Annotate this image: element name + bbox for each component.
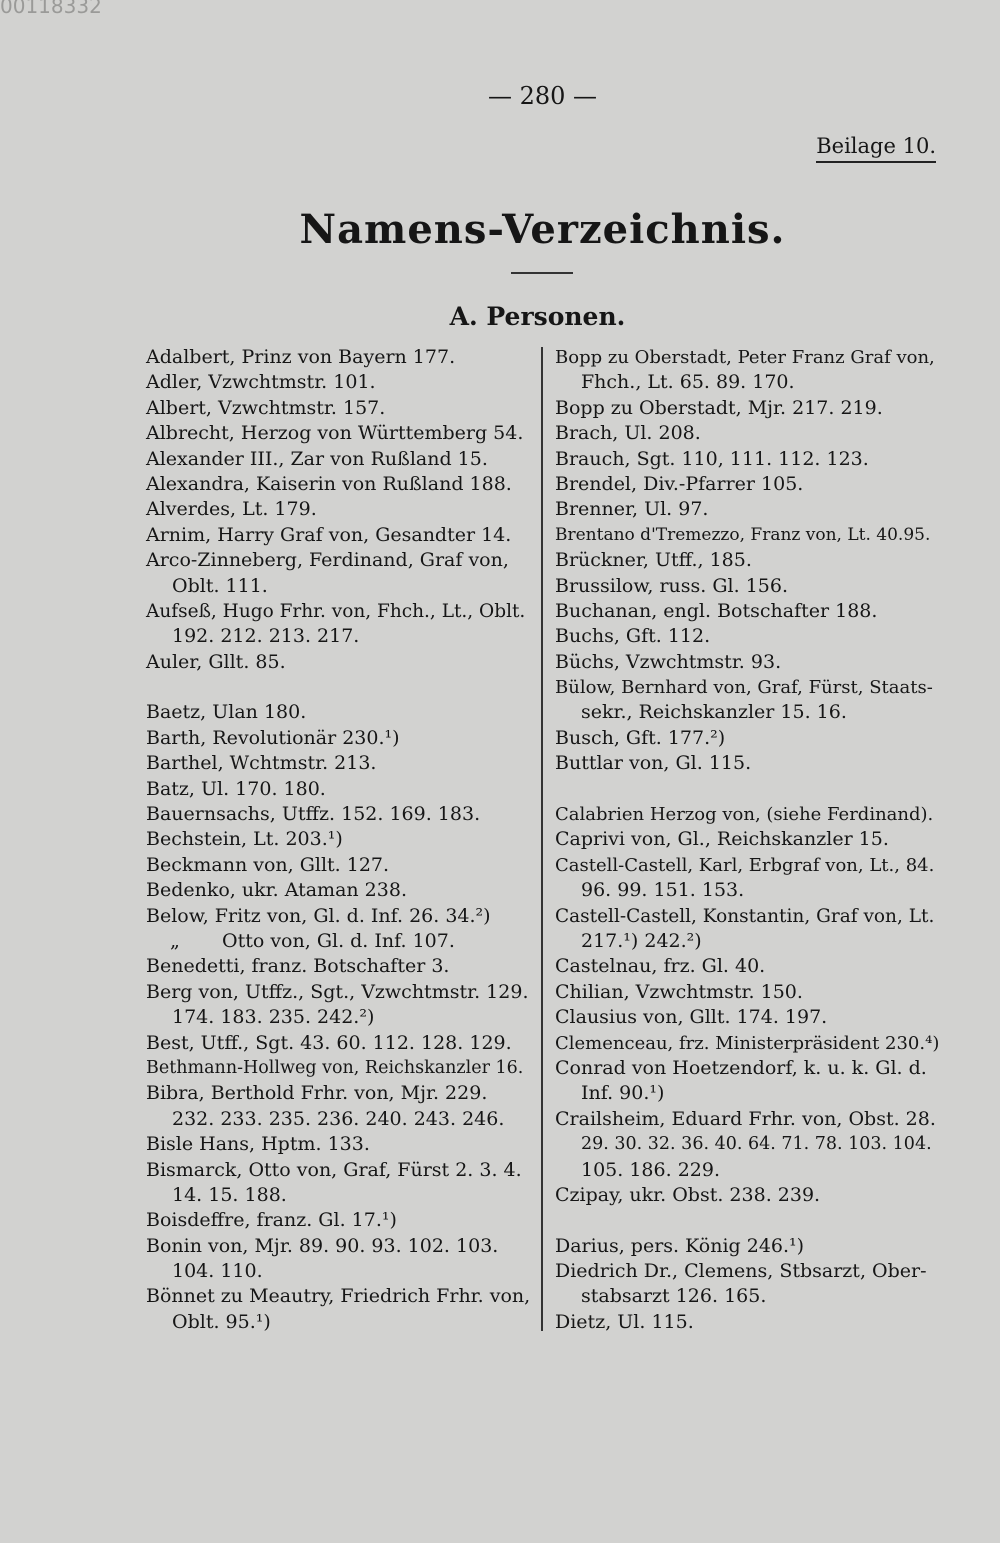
index-entry: Castell-Castell, Konstantin, Graf von, Lt. xyxy=(555,905,935,927)
section-heading: A. Personen. xyxy=(449,302,626,331)
index-entry: Dietz, Ul. 115. xyxy=(555,1310,694,1333)
index-entry: Below, Fritz von, Gl. d. Inf. 26. 34.²) xyxy=(146,904,491,927)
index-entry-continuation: 29. 30. 32. 36. 40. 64. 71. 78. 103. 104. xyxy=(581,1134,932,1155)
index-entry: Aufseß, Hugo Frhr. von, Fhch., Lt., Oblt. xyxy=(146,600,526,622)
index-entry-continuation: 105. 186. 229. xyxy=(581,1158,720,1181)
scan-id-label: 00118332 xyxy=(0,0,102,18)
index-entry: Buchs, Gft. 112. xyxy=(555,625,711,648)
index-entry: Adalbert, Prinz von Bayern 177. xyxy=(146,346,456,368)
index-entry: Bonin von, Mjr. 89. 90. 93. 102. 103. xyxy=(146,1234,499,1257)
index-entry-continuation: Oblt. 95.¹) xyxy=(172,1310,271,1333)
column-divider xyxy=(541,347,543,1331)
index-entry: Clausius von, Gllt. 174. 197. xyxy=(555,1006,828,1029)
index-entry: Brendel, Div.-Pfarrer 105. xyxy=(555,472,804,495)
index-entry: Batz, Ul. 170. 180. xyxy=(146,777,326,800)
index-entry-continuation: Fhch., Lt. 65. 89. 170. xyxy=(581,371,795,394)
index-entry: Brussilow, russ. Gl. 156. xyxy=(555,574,789,597)
index-entry-continuation: 217.¹) 242.²) xyxy=(581,929,702,952)
index-entry: Calabrien Herzog von, (siehe Ferdinand). xyxy=(555,804,934,826)
index-entry: Brentano d'Tremezzo, Franz von, Lt. 40.95. xyxy=(555,524,931,545)
index-entry: Bisle Hans, Hptm. 133. xyxy=(146,1133,370,1156)
index-entry: Darius, pers. König 246.¹) xyxy=(555,1234,805,1257)
index-entry-continuation: Inf. 90.¹) xyxy=(581,1082,665,1105)
index-entry-continuation: sekr., Reichskanzler 15. 16. xyxy=(581,701,847,724)
page-title: Namens-Verzeichnis. xyxy=(299,206,786,253)
index-entry: Alexandra, Kaiserin von Rußland 188. xyxy=(146,472,512,495)
index-entry: Brenner, Ul. 97. xyxy=(555,498,709,521)
letter-group-gap xyxy=(555,1208,939,1233)
index-entry: Arco-Zinneberg, Ferdinand, Graf von, xyxy=(146,549,509,572)
index-entry: Büchs, Vzwchtmstr. 93. xyxy=(555,650,782,673)
index-entry-continuation: 14. 15. 188. xyxy=(172,1183,287,1206)
index-entry-continuation: 96. 99. 151. 153. xyxy=(581,879,745,902)
ditto-mark: „ xyxy=(170,929,180,952)
index-entry: Benedetti, franz. Botschafter 3. xyxy=(146,955,450,978)
right-column xyxy=(555,345,939,1335)
index-entry-continuation: 192. 212. 213. 217. xyxy=(172,625,360,648)
appendix-label: Beilage 10. xyxy=(816,134,936,163)
index-entry: Bönnet zu Meautry, Friedrich Frhr. von, xyxy=(146,1285,531,1308)
index-entry: Albert, Vzwchtmstr. 157. xyxy=(146,396,386,419)
index-entry: Albrecht, Herzog von Württemberg 54. xyxy=(146,422,524,445)
index-entry: Bauernsachs, Utffz. 152. 169. 183. xyxy=(146,803,481,826)
index-entry: Barthel, Wchtmstr. 213. xyxy=(146,752,377,775)
index-entry: Bedenko, ukr. Ataman 238. xyxy=(146,879,407,902)
letter-group-gap xyxy=(555,777,939,802)
index-entry: Caprivi von, Gl., Reichskanzler 15. xyxy=(555,828,889,851)
index-entry: Bülow, Bernhard von, Graf, Fürst, Staats- xyxy=(555,677,933,699)
index-entry: Castelnau, frz. Gl. 40. xyxy=(555,955,766,978)
title-rule xyxy=(511,272,573,274)
letter-group-gap xyxy=(146,675,530,700)
index-entry: Baetz, Ulan 180. xyxy=(146,701,307,724)
index-entry: Buchanan, engl. Botschafter 188. xyxy=(555,599,878,622)
index-entry: Clemenceau, frz. Ministerpräsident 230.⁴) xyxy=(555,1032,940,1054)
index-entry: Boisdeffre, franz. Gl. 17.¹) xyxy=(146,1209,397,1232)
index-entry-continuation: stabsarzt 126. 165. xyxy=(581,1285,767,1308)
index-entry: Alexander III., Zar von Rußland 15. xyxy=(146,447,488,470)
index-entry: Bismarck, Otto von, Graf, Fürst 2. 3. 4. xyxy=(146,1158,522,1181)
index-entry-continuation: 174. 183. 235. 242.²) xyxy=(172,1006,375,1029)
index-entry-ditto xyxy=(146,929,530,954)
left-column xyxy=(146,345,530,1335)
index-entry: Chilian, Vzwchtmstr. 150. xyxy=(555,980,803,1003)
index-entry: Busch, Gft. 177.²) xyxy=(555,726,726,749)
index-entry: Crailsheim, Eduard Frhr. von, Obst. 28. xyxy=(555,1107,936,1130)
index-entry: Best, Utff., Sgt. 43. 60. 112. 128. 129. xyxy=(146,1031,512,1054)
index-entry: Bopp zu Oberstadt, Mjr. 217. 219. xyxy=(555,396,883,419)
page-number: — 280 — xyxy=(487,82,598,110)
index-entry: Diedrich Dr., Clemens, Stbsarzt, Ober- xyxy=(555,1260,927,1283)
index-entry: Berg von, Utffz., Sgt., Vzwchtmstr. 129. xyxy=(146,980,529,1003)
index-entry: Buttlar von, Gl. 115. xyxy=(555,752,752,775)
index-entry: Brückner, Utff., 185. xyxy=(555,549,752,572)
index-entry: Castell-Castell, Karl, Erbgraf von, Lt., 84. xyxy=(555,854,935,876)
index-entry: Conrad von Hoetzendorf, k. u. k. Gl. d. xyxy=(555,1056,927,1079)
index-entry: Bopp zu Oberstadt, Peter Franz Graf von, xyxy=(555,347,935,368)
index-entry-continuation: Oblt. 111. xyxy=(172,574,268,597)
index-entry: Alverdes, Lt. 179. xyxy=(146,498,317,521)
index-entry: Brauch, Sgt. 110, 111. 112. 123. xyxy=(555,447,869,470)
index-entry-continuation: 104. 110. xyxy=(172,1260,263,1283)
index-entry-continuation: 232. 233. 235. 236. 240. 243. 246. xyxy=(172,1107,505,1130)
index-entry: Bechstein, Lt. 203.¹) xyxy=(146,828,343,851)
index-entry: Auler, Gllt. 85. xyxy=(146,650,286,673)
index-entry: Beckmann von, Gllt. 127. xyxy=(146,853,390,876)
index-entry: Bibra, Berthold Frhr. von, Mjr. 229. xyxy=(146,1082,488,1105)
index-entry: Adler, Vzwchtmstr. 101. xyxy=(146,371,376,394)
index-entry: Arnim, Harry Graf von, Gesandter 14. xyxy=(146,523,512,546)
index-entry: Barth, Revolutionär 230.¹) xyxy=(146,726,400,749)
index-entry: Czipay, ukr. Obst. 238. 239. xyxy=(555,1183,821,1206)
index-entry: Brach, Ul. 208. xyxy=(555,422,701,445)
index-entry-text: Otto von, Gl. d. Inf. 107. xyxy=(222,929,455,952)
index-entry: Bethmann-Hollweg von, Reichskanzler 16. xyxy=(146,1057,524,1078)
